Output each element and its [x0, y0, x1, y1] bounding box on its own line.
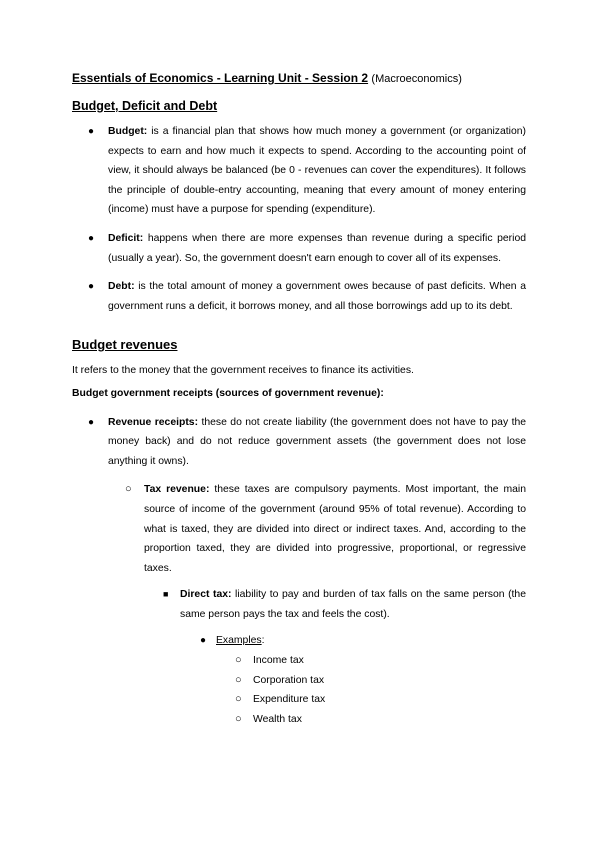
term-definition: these taxes are compulsory payments. Most important, the main source of income of the government (around 95% of total revenue). According to what is taxed, they are divided into direct or indirect taxes. And, according to the proportion taxed, they are divided into progressive, proportional, or regressive taxes.	[144, 484, 526, 574]
definitions-list	[72, 122, 526, 316]
filled-bullet-icon: ●	[88, 416, 95, 428]
hollow-bullet-icon: ○	[235, 712, 242, 725]
hollow-bullet-icon: ○	[235, 693, 242, 706]
list-item-tax-revenue	[72, 480, 526, 578]
term-definition: happens when there are more expenses than revenue during a specific period (usually a year). So, the government doesn't earn enough to cover all of its expenses.	[108, 232, 526, 264]
list-item-debt	[72, 277, 526, 316]
example-text: Corporation tax	[253, 674, 325, 686]
term-definition: is the total amount of money a government owes because of past deficits. When a government runs a deficit, it borrows money, and all those borrowings add up to its debt.	[108, 281, 526, 312]
list-item-deficit	[72, 229, 526, 268]
example-text: Expenditure tax	[253, 694, 326, 706]
hollow-bullet-icon: ○	[125, 483, 132, 496]
section-intro: It refers to the money that the government receives to finance its activities.	[72, 365, 414, 377]
section-heading-budget-deficit-debt: Budget, Deficit and Debt	[72, 99, 218, 113]
hollow-bullet-icon: ○	[235, 654, 242, 667]
section-subheading: Budget government receipts (sources of government revenue):	[72, 387, 384, 399]
term-definition: liability to pay and burden of tax falls on the same person (the same person pays the tax and feels the cost).	[180, 589, 526, 620]
example-text: Income tax	[253, 655, 304, 667]
filled-bullet-icon: ●	[88, 232, 95, 244]
list-item-budget	[72, 122, 526, 220]
list-item-example	[72, 690, 526, 710]
document-title	[72, 70, 526, 88]
term-definition: these do not create liability (the government does not have to pay the money back) and do not reduce government assets (the government does not lose anything it owns).	[108, 416, 527, 467]
examples-label: Examples	[216, 635, 262, 647]
filled-bullet-icon: ●	[200, 635, 207, 647]
examples-colon: :	[261, 635, 265, 647]
hollow-bullet-icon: ○	[235, 673, 242, 686]
list-item-direct-tax	[72, 585, 526, 624]
title-main: Essentials of Economics - Learning Unit - Session 2	[72, 71, 369, 85]
list-item-example	[72, 710, 526, 730]
term-label: Deficit:	[108, 232, 144, 244]
example-text: Wealth tax	[253, 713, 302, 725]
term-label: Tax revenue:	[144, 484, 210, 496]
term-definition: is a financial plan that shows how much money a government (or organization) expects to earn and how much it expects to spend. According to the accounting point of view, it should always be balanced (be 0 - revenues can cover the expenditures). It follows the principle of double-entry accounting, meaning that every amount of money entering (income) must have a purpose for spending (expenditure).	[108, 126, 526, 216]
filled-bullet-icon: ●	[88, 281, 95, 293]
term-label: Direct tax:	[180, 589, 232, 601]
list-item-example	[72, 651, 526, 671]
term-label: Revenue receipts:	[108, 416, 199, 428]
list-item-revenue-receipts	[72, 413, 526, 472]
title-subtitle: (Macroeconomics)	[371, 73, 462, 85]
section-heading-budget-revenues: Budget revenues	[72, 337, 178, 353]
revenue-list	[72, 413, 526, 730]
term-label: Budget:	[108, 126, 148, 137]
filled-bullet-icon: ●	[88, 126, 95, 137]
list-item-example	[72, 671, 526, 691]
square-bullet-icon: ■	[163, 589, 169, 600]
term-label: Debt:	[108, 281, 135, 293]
list-item-examples	[72, 631, 526, 651]
